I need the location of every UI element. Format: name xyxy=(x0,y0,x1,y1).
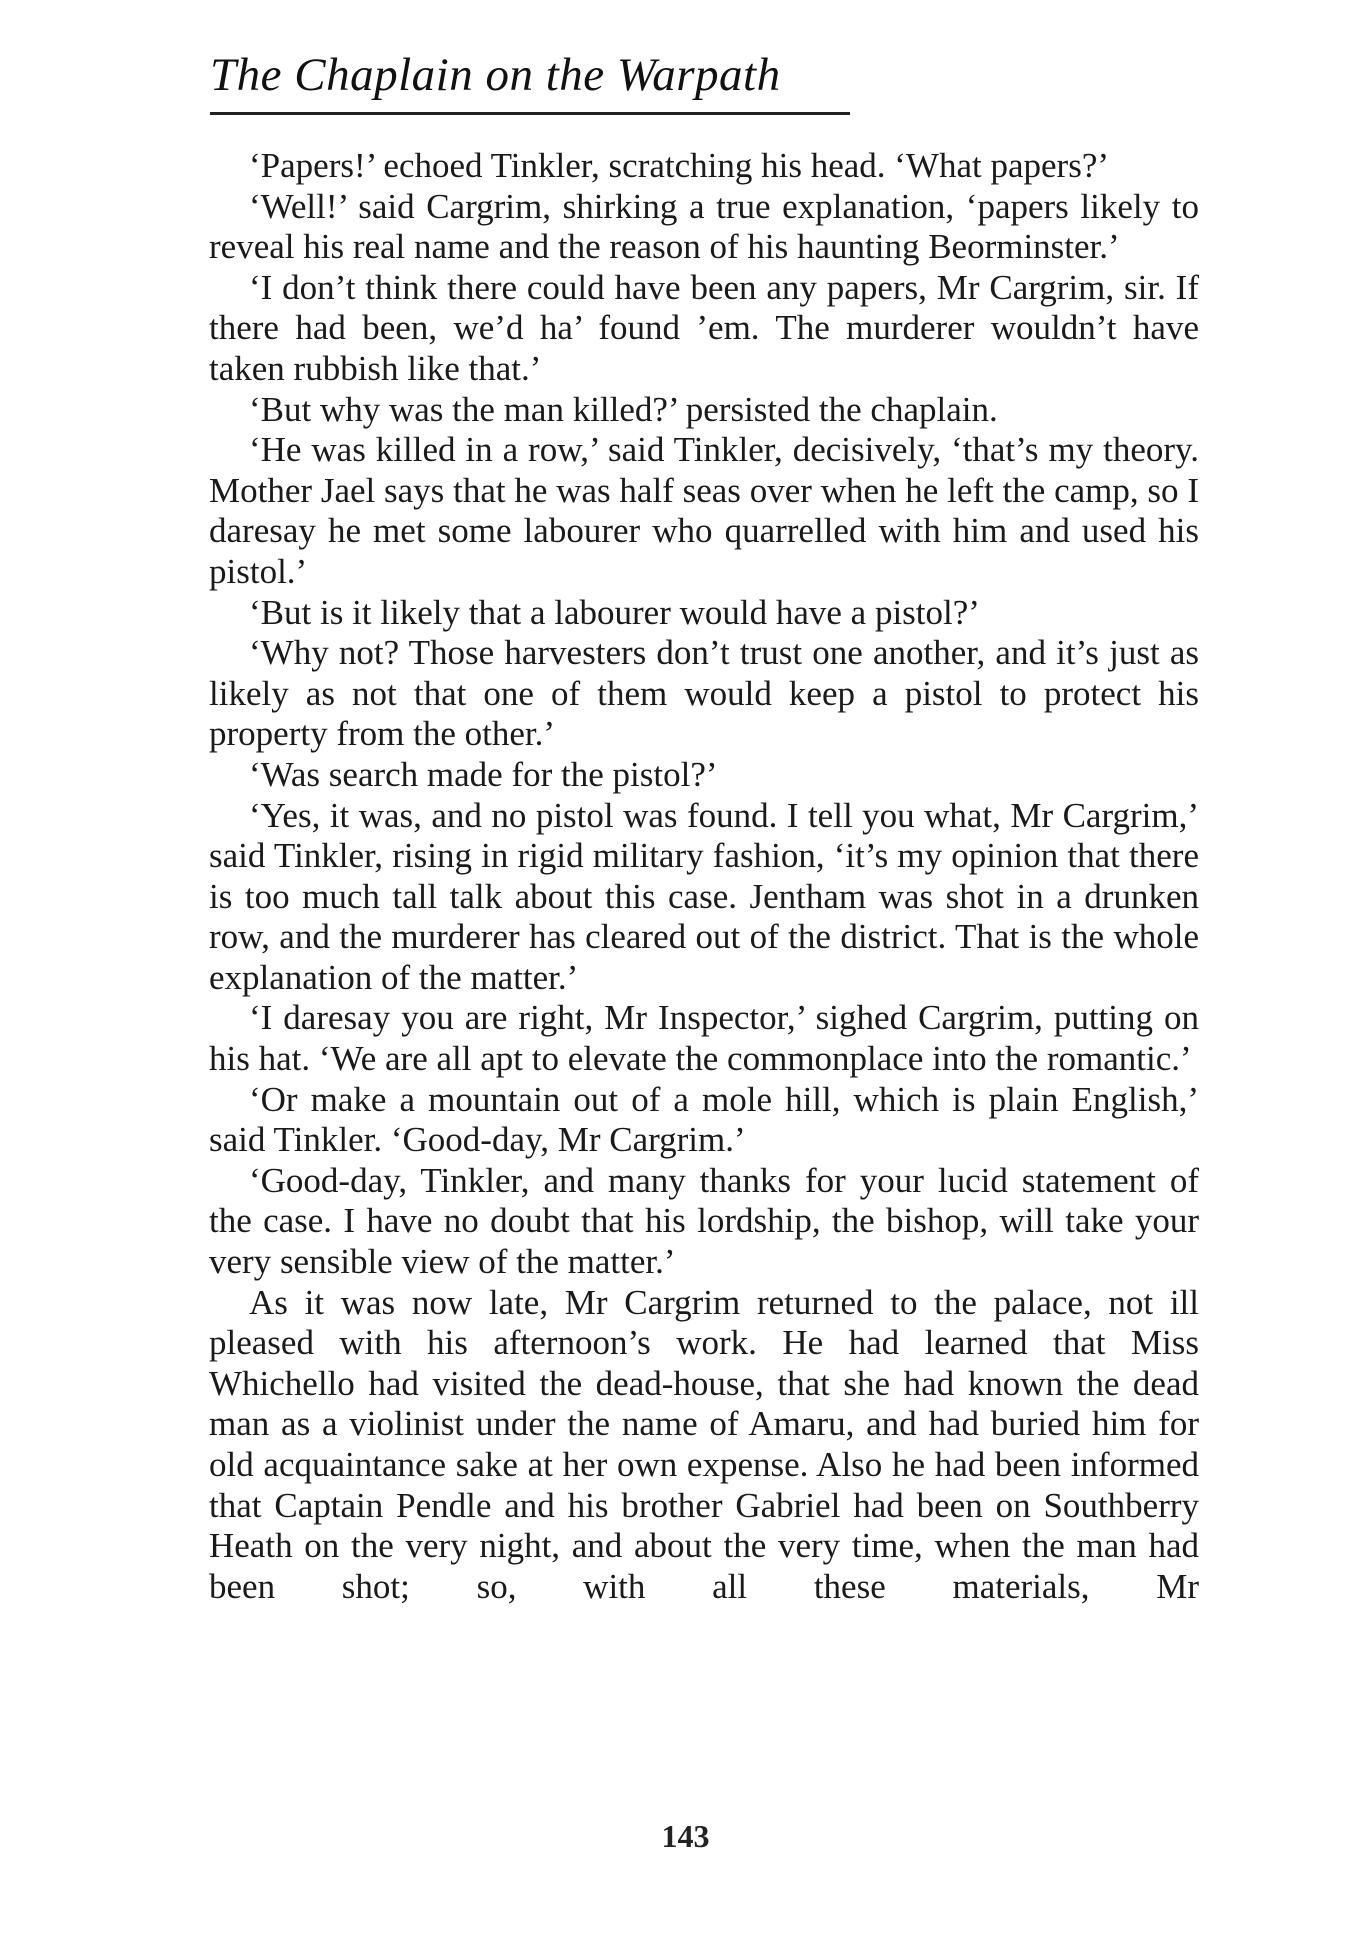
paragraph: ‘But is it likely that a labourer would have a pistol?’ xyxy=(249,592,980,632)
paragraph: ‘I don’t think there could have been any papers, Mr Cargrim, sir. If there had been, we’d ha’ found ’em. The murderer wouldn’t have taken rubbish like that.’ xyxy=(209,267,1199,388)
paragraph: ‘Or make a mountain out of a mole hill, which is plain English,’ said Tinkler. ‘Good-day, Mr Cargrim.’ xyxy=(209,1079,1199,1160)
paragraph: ‘Papers!’ echoed Tinkler, scratching his head. ‘What papers?’ xyxy=(249,146,1110,185)
paragraph: ‘Well!’ said Cargrim, shirking a true explanation, ‘papers likely to reveal his real name and the reason of his haunting Beorminster.’ xyxy=(209,186,1199,267)
running-head: The Chaplain on the Warpath xyxy=(210,49,781,101)
page-number: 143 xyxy=(661,1818,710,1854)
body-text xyxy=(209,146,1199,1607)
paragraph: ‘Was search made for the pistol?’ xyxy=(249,754,718,794)
header-rule xyxy=(210,112,850,115)
paragraph: ‘But why was the man killed?’ persisted the chaplain. xyxy=(249,389,998,429)
paragraph: ‘Yes, it was, and no pistol was found. I tell you what, Mr Cargrim,’ said Tinkler, rising in rigid military fashion, ‘it’s my opinion that there is too much tall talk about this case. Jentham was shot in a drunken row, and the murderer has cleared out of the district. That is the whole explanation of the matter.’ xyxy=(209,795,1199,997)
paragraph: ‘I daresay you are right, Mr Inspector,’ sighed Cargrim, putting on his hat. ‘We are all apt to elevate the commonplace into the romantic.’ xyxy=(209,998,1199,1079)
paragraph: As it was now late, Mr Cargrim returned to the palace, not ill pleased with his afternoon’s work. He had learned that Miss Whichello had visited the dead-house, that she had known the dead man as a violinist under the name of Amaru, and had buried him for old acquaintance sake at her own expense. Also he had been informed that Captain Pendle and his brother Gabriel had been on Southberry Heath on the very night, and about the very time, when the man had been shot; so, with all these materials, Mr xyxy=(209,1282,1199,1606)
paragraph: ‘Why not? Those harvesters don’t trust one another, and it’s just as likely as not that one of them would keep a pistol to protect his property from the other.’ xyxy=(209,633,1199,754)
paragraph: ‘He was killed in a row,’ said Tinkler, decisively, ‘that’s my theory. Mother Jael says that he was half seas over when he left the camp, so I daresay he met some labourer who quarrelled with him and used his pistol.’ xyxy=(209,430,1199,591)
paragraph: ‘Good-day, Tinkler, and many thanks for your lucid statement of the case. I have no doubt that his lordship, the bishop, will take your very sensible view of the matter.’ xyxy=(209,1160,1199,1282)
